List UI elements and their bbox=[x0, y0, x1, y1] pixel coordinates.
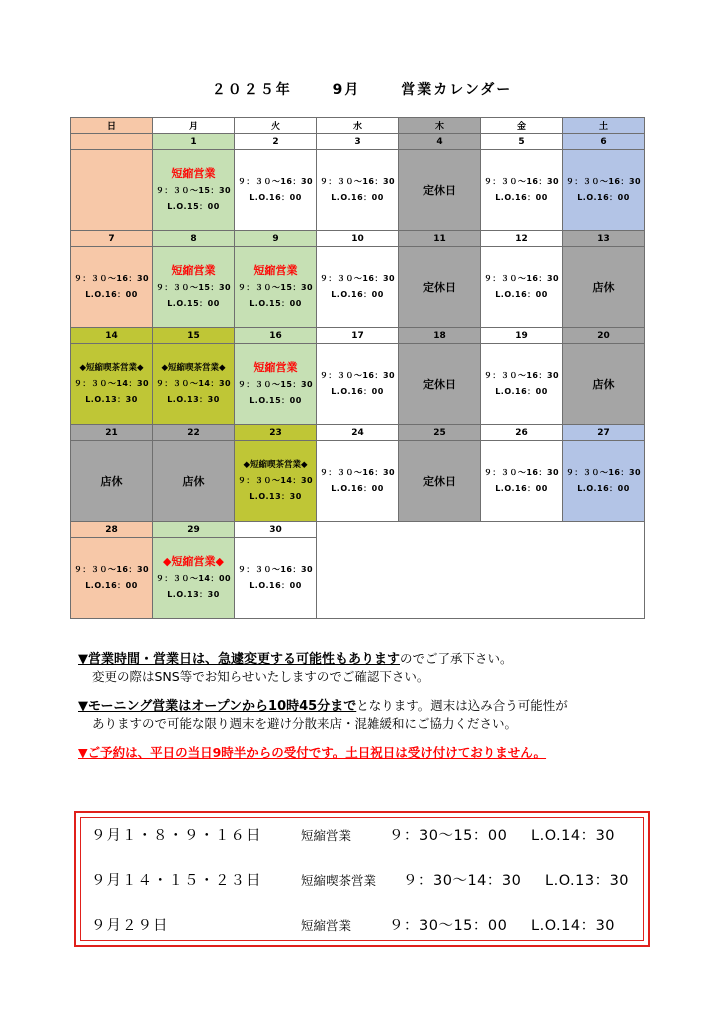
hours-text: ９：３０～16：30 bbox=[319, 177, 396, 186]
date-number-cell: 9 bbox=[235, 231, 317, 247]
day-cell bbox=[317, 247, 399, 328]
last-order-text: L.O.16：00 bbox=[85, 290, 138, 299]
day-cell bbox=[563, 247, 645, 328]
hours-text: ９：３０～15：30 bbox=[237, 380, 314, 389]
date-number-cell: 5 bbox=[481, 134, 563, 150]
summary-time: ９：30～15：00 bbox=[389, 918, 508, 934]
summary-type: 短縮営業 bbox=[301, 918, 352, 933]
last-order-text: L.O.13：30 bbox=[167, 590, 220, 599]
last-order-text: L.O.16：00 bbox=[249, 193, 302, 202]
last-order-text: L.O.16：00 bbox=[495, 290, 548, 299]
note2-emphasis: ▼モーニング営業はオープンから10時45分まで bbox=[78, 699, 357, 714]
store-holiday-label: 店休 bbox=[100, 475, 123, 488]
day-cell bbox=[399, 247, 481, 328]
date-number-cell bbox=[71, 134, 153, 150]
day-cell bbox=[317, 150, 399, 231]
day-cell bbox=[399, 538, 481, 619]
date-number-cell: 8 bbox=[153, 231, 235, 247]
last-order-text: L.O.15：00 bbox=[167, 299, 220, 308]
day-cell bbox=[563, 538, 645, 619]
date-number-row bbox=[71, 231, 645, 247]
store-holiday-label: 店休 bbox=[592, 281, 615, 294]
date-number-cell: 6 bbox=[563, 134, 645, 150]
date-number-cell: 3 bbox=[317, 134, 399, 150]
note1-rest: のでご了承下さい。 bbox=[400, 651, 513, 666]
weekday-mon: 月 bbox=[153, 118, 235, 134]
title-month: 9月 bbox=[332, 82, 361, 98]
note2-rest: となります。週末は込み合う可能性が bbox=[356, 698, 568, 713]
last-order-text: L.O.16：00 bbox=[331, 193, 384, 202]
cafe-hours-label: ◆短縮喫茶営業◆ bbox=[161, 363, 226, 373]
date-number-cell: 2 bbox=[235, 134, 317, 150]
day-cell bbox=[317, 441, 399, 522]
last-order-text: L.O.15：00 bbox=[249, 396, 302, 405]
date-number-cell: 17 bbox=[317, 328, 399, 344]
day-cell bbox=[563, 344, 645, 425]
hours-text: ９：３０～16：30 bbox=[483, 468, 560, 477]
summary-type: 短縮営業 bbox=[301, 828, 352, 843]
summary-time: ９：30～15：00 bbox=[389, 828, 508, 844]
summary-lo: L.O.13：30 bbox=[545, 873, 630, 889]
day-cell bbox=[235, 441, 317, 522]
note2-line2: ありますので可能な限り週末を避け分散来店・混雑緩和にご協力ください。 bbox=[92, 716, 518, 731]
date-number-cell: 10 bbox=[317, 231, 399, 247]
hours-text: ９：３０～16：30 bbox=[237, 565, 314, 574]
store-holiday-label: 店休 bbox=[592, 378, 615, 391]
day-cell bbox=[399, 441, 481, 522]
cafe-hours-label: ◆短縮喫茶営業◆ bbox=[243, 460, 308, 470]
short-hours-label: 短縮営業 bbox=[171, 167, 216, 180]
day-cell bbox=[317, 538, 399, 619]
weekday-wed: 水 bbox=[317, 118, 399, 134]
date-number-cell: 30 bbox=[235, 522, 317, 538]
day-cell bbox=[71, 344, 153, 425]
summary-dates: ９月１・８・９・１６日 bbox=[91, 828, 262, 844]
last-order-text: L.O.16：00 bbox=[577, 484, 630, 493]
weekday-sun: 日 bbox=[71, 118, 153, 134]
day-cell bbox=[235, 247, 317, 328]
hours-text: ９：３０～14：30 bbox=[237, 476, 314, 485]
note-morning bbox=[78, 697, 678, 732]
page-title bbox=[0, 79, 724, 99]
weekday-sat: 土 bbox=[563, 118, 645, 134]
day-cell bbox=[235, 344, 317, 425]
hours-text: ９：３０～16：30 bbox=[483, 274, 560, 283]
date-number-cell bbox=[317, 522, 399, 538]
hours-text: ９：３０～15：30 bbox=[237, 283, 314, 292]
hours-text: ９：３０～14：00 bbox=[155, 574, 232, 583]
day-cell bbox=[71, 247, 153, 328]
date-number-cell: 15 bbox=[153, 328, 235, 344]
summary-dates: ９月１４・１５・２３日 bbox=[91, 873, 262, 889]
summary-box-inner bbox=[80, 817, 644, 941]
last-order-text: L.O.13：30 bbox=[249, 492, 302, 501]
date-number-cell: 26 bbox=[481, 425, 563, 441]
title-label: 営業カレンダー bbox=[401, 82, 513, 98]
date-number-cell: 24 bbox=[317, 425, 399, 441]
day-cell bbox=[235, 150, 317, 231]
last-order-text: L.O.16：00 bbox=[331, 484, 384, 493]
day-content-row bbox=[71, 344, 645, 425]
date-number-row bbox=[71, 522, 645, 538]
last-order-text: L.O.13：30 bbox=[167, 395, 220, 404]
last-order-text: L.O.16：00 bbox=[331, 387, 384, 396]
date-number-cell: 1 bbox=[153, 134, 235, 150]
note-reservation: ▼ご予約は、平日の当日9時半からの受付です。土日祝日は受け付けておりません。 bbox=[78, 745, 547, 760]
day-cell bbox=[235, 538, 317, 619]
day-cell bbox=[153, 150, 235, 231]
last-order-text: L.O.13：30 bbox=[85, 395, 138, 404]
regular-holiday-label: 定休日 bbox=[423, 281, 456, 294]
calendar-table bbox=[70, 117, 645, 619]
date-number-cell: 22 bbox=[153, 425, 235, 441]
short-hours-label: 短縮営業 bbox=[253, 264, 298, 277]
day-cell bbox=[481, 441, 563, 522]
date-number-cell: 19 bbox=[481, 328, 563, 344]
hours-text: ９：３０～16：30 bbox=[319, 274, 396, 283]
day-cell bbox=[153, 247, 235, 328]
weekday-header-row bbox=[71, 118, 645, 134]
day-cell bbox=[481, 344, 563, 425]
day-cell bbox=[563, 150, 645, 231]
note-hours-change bbox=[78, 650, 678, 685]
short-hours-label: 短縮営業 bbox=[171, 264, 216, 277]
hours-text: ９：３０～16：30 bbox=[319, 371, 396, 380]
hours-text: ９：３０～16：30 bbox=[319, 468, 396, 477]
date-number-cell: 27 bbox=[563, 425, 645, 441]
cafe-hours-label: ◆短縮喫茶営業◆ bbox=[79, 363, 144, 373]
summary-type: 短縮喫茶営業 bbox=[301, 873, 377, 888]
note1-line2: 変更の際はSNS等でお知らせいたしますのでご確認下さい。 bbox=[92, 669, 430, 684]
last-order-text: L.O.16：00 bbox=[85, 581, 138, 590]
last-order-text: L.O.16：00 bbox=[249, 581, 302, 590]
summary-lo: L.O.14：30 bbox=[531, 828, 616, 844]
date-number-cell: 28 bbox=[71, 522, 153, 538]
day-cell bbox=[399, 150, 481, 231]
hours-text: ９：３０～16：30 bbox=[73, 274, 150, 283]
hours-text: ９：３０～16：30 bbox=[483, 371, 560, 380]
note1-emphasis: ▼営業時間・営業日は、急遽変更する可能性もあります bbox=[78, 652, 400, 667]
hours-text: ９：３０～16：30 bbox=[483, 177, 560, 186]
summary-box bbox=[74, 811, 650, 947]
day-cell bbox=[481, 538, 563, 619]
day-cell bbox=[71, 150, 153, 231]
last-order-text: L.O.16：00 bbox=[495, 193, 548, 202]
date-number-cell: 20 bbox=[563, 328, 645, 344]
date-number-cell: 29 bbox=[153, 522, 235, 538]
date-number-cell: 18 bbox=[399, 328, 481, 344]
short-hours-label: ◆短縮営業◆ bbox=[163, 555, 224, 568]
store-holiday-label: 店休 bbox=[182, 475, 205, 488]
date-number-cell: 7 bbox=[71, 231, 153, 247]
last-order-text: L.O.16：00 bbox=[495, 484, 548, 493]
last-order-text: L.O.15：00 bbox=[167, 202, 220, 211]
hours-text: ９：３０～16：30 bbox=[565, 177, 642, 186]
day-cell bbox=[317, 344, 399, 425]
hours-text: ９：３０～15：30 bbox=[155, 186, 232, 195]
hours-text: ９：３０～16：30 bbox=[73, 565, 150, 574]
date-number-cell bbox=[481, 522, 563, 538]
date-number-cell: 16 bbox=[235, 328, 317, 344]
day-cell bbox=[153, 441, 235, 522]
day-content-row bbox=[71, 150, 645, 231]
date-number-cell: 4 bbox=[399, 134, 481, 150]
last-order-text: L.O.16：00 bbox=[331, 290, 384, 299]
weekday-fri: 金 bbox=[481, 118, 563, 134]
weekday-thu: 木 bbox=[399, 118, 481, 134]
date-number-cell: 13 bbox=[563, 231, 645, 247]
last-order-text: L.O.16：00 bbox=[577, 193, 630, 202]
regular-holiday-label: 定休日 bbox=[423, 475, 456, 488]
hours-text: ９：３０～16：30 bbox=[237, 177, 314, 186]
day-cell bbox=[563, 441, 645, 522]
weekday-tue: 火 bbox=[235, 118, 317, 134]
date-number-cell bbox=[399, 522, 481, 538]
summary-dates: ９月２９日 bbox=[91, 918, 169, 934]
date-number-cell bbox=[563, 522, 645, 538]
summary-row bbox=[91, 869, 651, 891]
date-number-cell: 14 bbox=[71, 328, 153, 344]
day-cell bbox=[153, 344, 235, 425]
summary-row bbox=[91, 914, 651, 936]
notes-section bbox=[78, 650, 678, 773]
day-cell bbox=[481, 150, 563, 231]
last-order-text: L.O.15：00 bbox=[249, 299, 302, 308]
title-year: ２０２５年 bbox=[211, 82, 292, 98]
hours-text: ９：３０～14：30 bbox=[73, 379, 150, 388]
hours-text: ９：３０～14：30 bbox=[155, 379, 232, 388]
hours-text: ９：３０～15：30 bbox=[155, 283, 232, 292]
day-cell bbox=[399, 344, 481, 425]
date-number-cell: 11 bbox=[399, 231, 481, 247]
day-cell bbox=[481, 247, 563, 328]
day-content-row bbox=[71, 538, 645, 619]
summary-lo: L.O.14：30 bbox=[531, 918, 616, 934]
summary-time: ９：30～14：30 bbox=[403, 873, 522, 889]
day-content-row bbox=[71, 247, 645, 328]
day-cell bbox=[71, 538, 153, 619]
day-cell bbox=[71, 441, 153, 522]
date-number-row bbox=[71, 134, 645, 150]
day-content-row bbox=[71, 441, 645, 522]
regular-holiday-label: 定休日 bbox=[423, 378, 456, 391]
day-cell bbox=[153, 538, 235, 619]
hours-text: ９：３０～16：30 bbox=[565, 468, 642, 477]
summary-row bbox=[91, 824, 651, 846]
date-number-cell: 21 bbox=[71, 425, 153, 441]
date-number-row bbox=[71, 425, 645, 441]
short-hours-label: 短縮営業 bbox=[253, 361, 298, 374]
date-number-cell: 23 bbox=[235, 425, 317, 441]
regular-holiday-label: 定休日 bbox=[423, 184, 456, 197]
date-number-cell: 12 bbox=[481, 231, 563, 247]
date-number-row bbox=[71, 328, 645, 344]
date-number-cell: 25 bbox=[399, 425, 481, 441]
last-order-text: L.O.16：00 bbox=[495, 387, 548, 396]
